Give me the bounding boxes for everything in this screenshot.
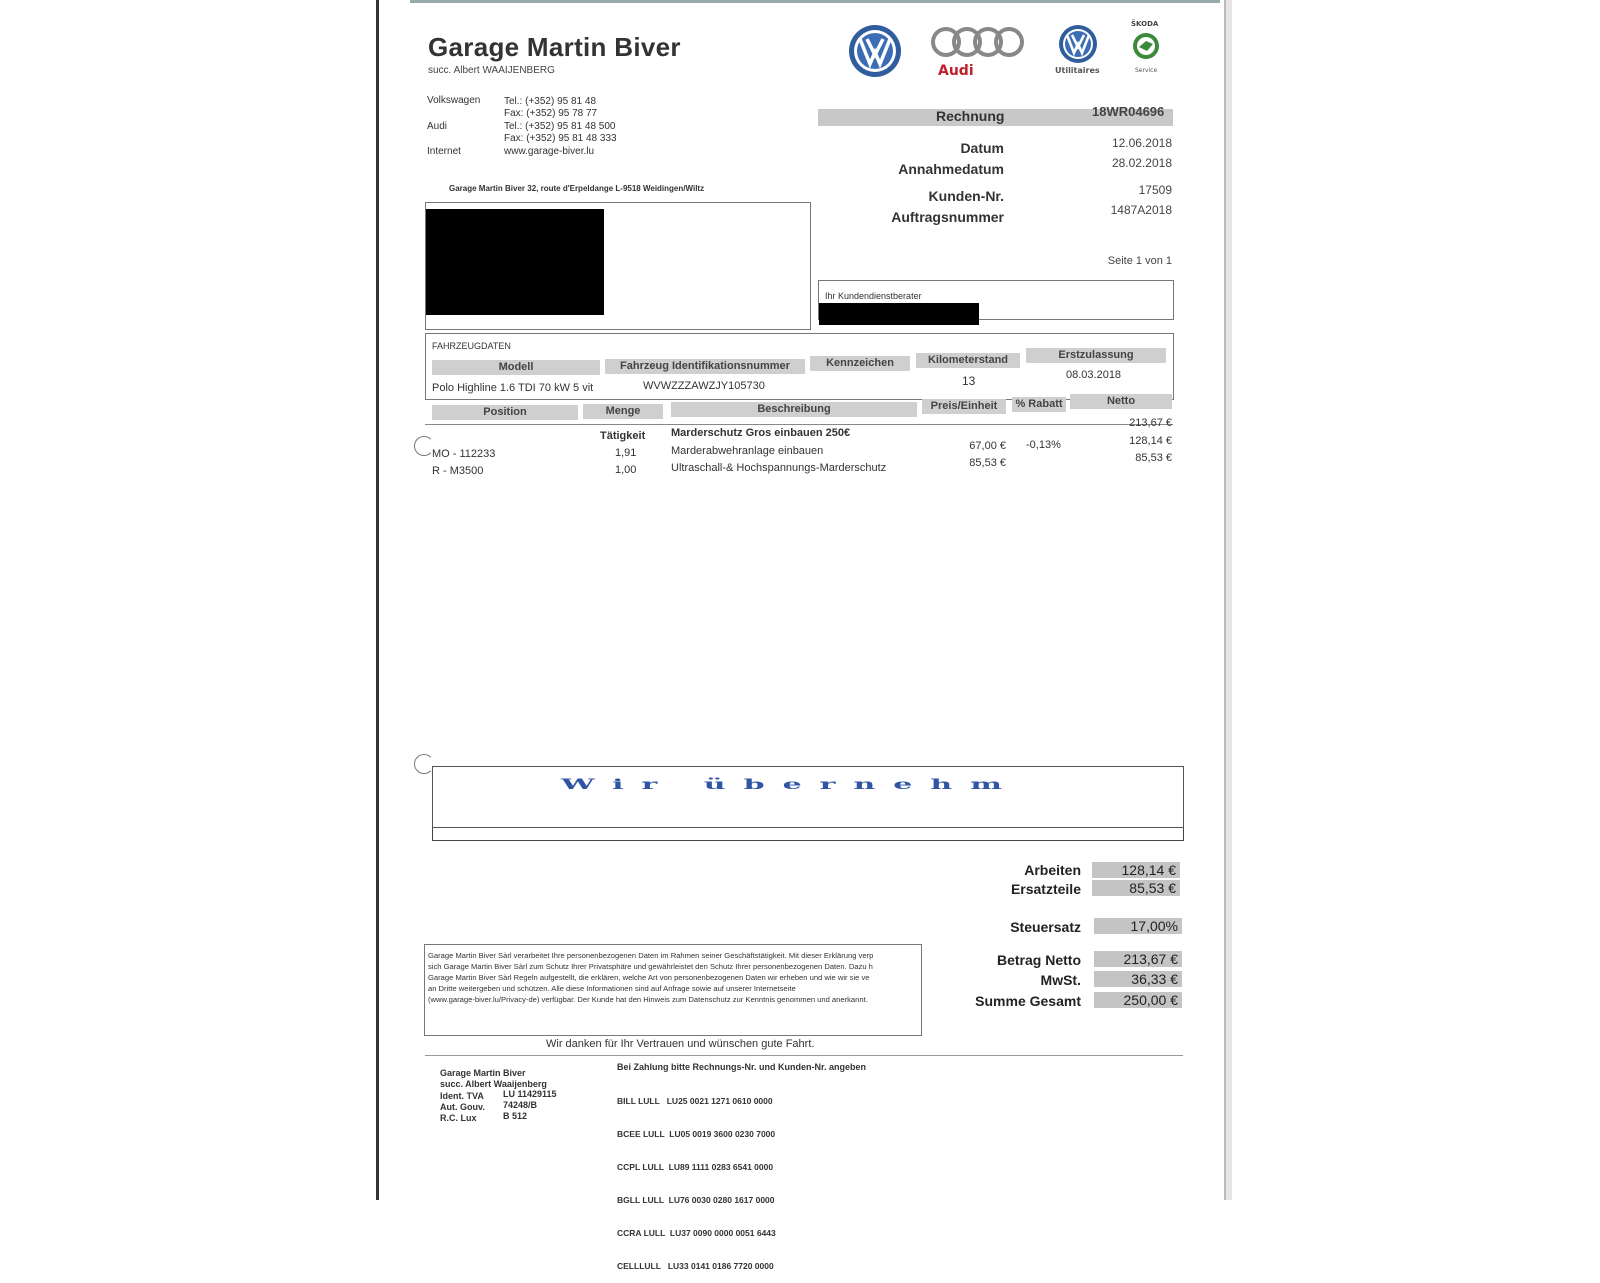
invoice-title: Rechnung <box>936 108 1005 124</box>
audi-wordmark: Audi <box>938 63 974 79</box>
redacted-berater <box>819 303 979 325</box>
audi-rings-icon <box>930 26 1026 58</box>
steuersatz-label: Steuersatz <box>1010 919 1081 935</box>
contact-vw-tel: Tel.: (+352) 95 81 48 <box>504 96 597 107</box>
contact-audi-tel: Tel.: (+352) 95 81 48 500 <box>504 121 616 132</box>
contact-website: www.garage-biver.lu <box>504 146 595 157</box>
bank-item: CELLLULL LU33 0141 0186 7720 0000 <box>617 1261 774 1271</box>
privacy-notice <box>428 950 918 1005</box>
vw-logo-icon <box>848 24 902 78</box>
redacted-recipient <box>426 209 604 315</box>
banner <box>432 766 1184 828</box>
col-header-erstzulassung: Erstzulassung <box>1026 348 1166 363</box>
page-counter: Seite 1 von 1 <box>1107 255 1172 267</box>
company-subtitle: succ. Albert WAAIJENBERG <box>428 65 555 76</box>
footer-bank-title: Bei Zahlung bitte Rechnungs-Nr. und Kunden-Nr. angeben <box>617 1062 867 1072</box>
punch-hole-icon <box>414 754 434 774</box>
skoda-logo-icon <box>1132 32 1160 60</box>
betrag-netto-label: Betrag Netto <box>996 952 1081 968</box>
summe-gesamt-label: Summe Gesamt <box>975 993 1081 1009</box>
col-header-menge: Menge <box>583 404 663 419</box>
row-beschreibung: Ultraschall-& Hochspannungs-Marderschutz <box>671 462 887 474</box>
punch-hole-icon <box>414 436 434 456</box>
sender-address-line: Garage Martin Biver 32, route d'Erpeldange L-9518 Weidingen/Wiltz <box>449 184 705 193</box>
row-menge: 1,91 <box>615 447 637 459</box>
group-netto: 213,67 € <box>1129 417 1172 429</box>
row-netto: 128,14 € <box>1129 435 1172 447</box>
privacy-line: an Dritte weitergeben und schützen. Alle diese Informationen sind auf Anfrage sowie auf unserer Internetseite <box>428 984 796 993</box>
vehicle-vin: WVWZZZAWZJY105730 <box>643 380 765 392</box>
footer-aut-label: Aut. Gouv. <box>440 1102 485 1112</box>
group-type: Tätigkeit <box>600 430 646 442</box>
vehicle-modell: Polo Highline 1.6 TDI 70 kW 5 vit <box>432 382 594 394</box>
steuersatz-value: 17,00% <box>1094 918 1182 934</box>
contact-vw-fax: Fax: (+352) 95 78 77 <box>504 108 598 119</box>
bank-item: CCPL LULL LU89 1111 0283 6541 0000 <box>617 1162 774 1172</box>
ersatzteile-value: 85,53 € <box>1092 880 1180 896</box>
contact-label-vw: Volkswagen <box>427 95 481 106</box>
footer-ident-value: LU 11429115 <box>503 1089 557 1099</box>
footer-company-name: Garage Martin Biver <box>440 1068 526 1078</box>
arbeiten-label: Arbeiten <box>1024 862 1081 878</box>
kundendienstberater-label: Ihr Kundendienstberater <box>825 291 922 301</box>
bank-item: CCRA LULL LU37 0090 0000 0051 6443 <box>617 1228 776 1238</box>
footer-ident-label: Ident. TVA <box>440 1091 484 1101</box>
footer-rc-label: R.C. Lux <box>440 1113 477 1123</box>
col-header-position: Position <box>432 405 578 420</box>
vehicle-section-label: FAHRZEUGDATEN <box>432 341 511 351</box>
privacy-line: Garage Martin Biver Sàrl Regeln aufgestellt, die erklären, welche Art von personenbezogenen Daten wir erheben und wie wir sie ve <box>428 973 870 982</box>
top-edge <box>410 0 1220 3</box>
arbeiten-value: 128,14 € <box>1092 862 1180 878</box>
ersatzteile-label: Ersatzteile <box>1010 881 1081 897</box>
annahmedatum-label: Annahmedatum <box>898 161 1004 177</box>
vehicle-erstzulassung: 08.03.2018 <box>1066 369 1122 381</box>
col-header-rabatt: % Rabatt <box>1012 397 1066 412</box>
datum-label: Datum <box>960 140 1004 156</box>
skoda-wordmark: ŠKODA <box>1131 20 1159 28</box>
banner-text: Wir übernehm <box>561 777 1020 793</box>
col-header-vin: Fahrzeug Identifikationsnummer <box>605 359 805 374</box>
summe-gesamt-value: 250,00 € <box>1094 992 1182 1008</box>
datum-value: 12.06.2018 <box>1111 136 1172 150</box>
row-menge: 1,00 <box>615 464 637 476</box>
footer-aut-value: 74248/B <box>503 1100 538 1110</box>
privacy-line: sich Garage Martin Biver Sàrl zum Schutz Ihrer Privatsphäre und gewährleistet den Schutz Ihrer personenbezogenen Daten. Dazu h <box>428 962 873 971</box>
bank-list <box>617 1074 776 1283</box>
utilitaires-label: Utilitaires <box>1055 66 1100 75</box>
col-header-preis: Preis/Einheit <box>922 399 1006 414</box>
privacy-line: Garage Martin Biver Sàrl verarbeitet Ihre personenbezogenen Daten im Rahmen seiner Geschäftstätigkeit. Mit dieser Erklärung verp <box>428 951 874 960</box>
row-preis: 85,53 € <box>969 457 1006 469</box>
row-beschreibung: Marderabwehranlage einbauen <box>671 445 824 457</box>
privacy-line: (www.garage-biver.lu/Privacy-de) verfügbar. Der Kunde hat den Hinweis zum Datenschutz zur Kenntnis genommen und anerkannt. <box>428 995 868 1004</box>
row-rabatt: -0,13% <box>1026 439 1061 451</box>
col-header-netto: Netto <box>1070 394 1172 409</box>
row-position: R - M3500 <box>432 465 484 477</box>
invoice-number: 18WR04696 <box>1092 104 1165 119</box>
kunden-nr-label: Kunden-Nr. <box>928 188 1004 204</box>
col-header-modell: Modell <box>432 360 600 375</box>
service-label: Service <box>1135 67 1158 74</box>
row-netto: 85,53 € <box>1135 452 1172 464</box>
col-header-beschreibung: Beschreibung <box>671 402 917 417</box>
vehicle-kilometerstand: 13 <box>962 374 976 388</box>
bank-item: BILL LULL LU25 0021 1271 0610 0000 <box>617 1096 773 1106</box>
table-divider <box>425 424 1173 425</box>
footer-rc-value: B 512 <box>503 1111 528 1121</box>
thank-you-note: Wir danken für Ihr Vertrauen und wünschen gute Fahrt. <box>546 1038 815 1050</box>
group-title: Marderschutz Gros einbauen 250€ <box>671 427 851 439</box>
contact-label-audi: Audi <box>427 121 448 132</box>
auftragsnummer-value: 1487A2018 <box>1110 203 1172 217</box>
bank-item: BGLL LULL LU76 0030 0280 1617 0000 <box>617 1195 775 1205</box>
auftragsnummer-label: Auftragsnummer <box>891 209 1004 225</box>
bank-item: BCEE LULL LU05 0019 3600 0230 7000 <box>617 1129 776 1139</box>
mwst-label: MwSt. <box>1040 972 1081 988</box>
contact-label-internet: Internet <box>427 146 461 157</box>
footer-divider <box>425 1055 1183 1056</box>
contact-audi-fax: Fax: (+352) 95 81 48 333 <box>504 133 617 144</box>
kunden-nr-value: 17509 <box>1138 183 1172 197</box>
col-header-kennzeichen: Kennzeichen <box>810 356 910 371</box>
mwst-value: 36,33 € <box>1094 971 1182 987</box>
row-preis: 67,00 € <box>969 440 1006 452</box>
betrag-netto-value: 213,67 € <box>1094 951 1182 967</box>
page-edge <box>1226 0 1232 1200</box>
footer-company-sub: succ. Albert Waaijenberg <box>440 1079 547 1089</box>
col-header-kilometerstand: Kilometerstand <box>916 353 1020 368</box>
vw-utility-logo-icon <box>1058 24 1098 64</box>
company-name: Garage Martin Biver <box>428 32 681 62</box>
row-position: MO - 112233 <box>432 448 496 460</box>
annahmedatum-value: 28.02.2018 <box>1111 156 1172 170</box>
